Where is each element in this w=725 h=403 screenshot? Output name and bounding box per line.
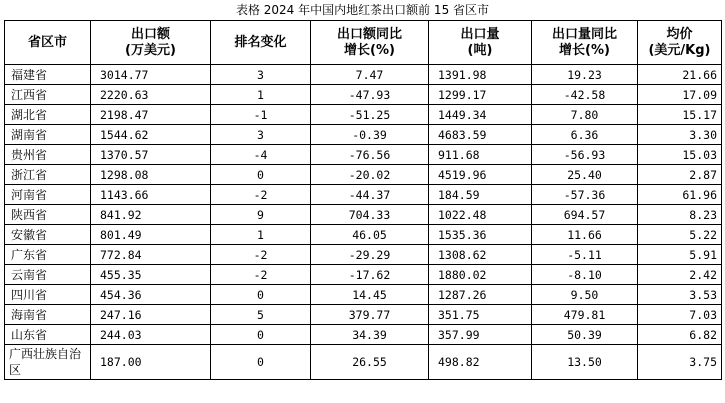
export-value-cell: 455.35	[91, 265, 211, 285]
rank-change-cell: 5	[211, 305, 311, 325]
rank-change-cell: 3	[211, 65, 311, 85]
avg-price-cell: 7.03	[638, 305, 722, 325]
table-row	[5, 325, 722, 345]
value-growth-cell: -29.29	[311, 245, 429, 265]
rank-change-cell: 1	[211, 225, 311, 245]
province-cell: 湖南省	[5, 125, 91, 145]
avg-price-cell: 2.42	[638, 265, 722, 285]
volume-growth-cell: -42.58	[532, 85, 638, 105]
export-value-cell: 1143.66	[91, 185, 211, 205]
table-row	[5, 265, 722, 285]
volume-growth-cell: -56.93	[532, 145, 638, 165]
province-cell: 海南省	[5, 305, 91, 325]
export-value-cell: 1298.08	[91, 165, 211, 185]
export-volume-cell: 498.82	[429, 345, 532, 380]
rank-change-cell: -2	[211, 265, 311, 285]
rank-change-cell: 3	[211, 125, 311, 145]
table-caption: 表格 2024 年中国内地红茶出口额前 15 省区市	[235, 3, 490, 17]
province-cell: 河南省	[5, 185, 91, 205]
avg-price-cell: 5.91	[638, 245, 722, 265]
export-volume-cell: 1391.98	[429, 65, 532, 85]
export-value-cell: 841.92	[91, 205, 211, 225]
province-cell: 陕西省	[5, 205, 91, 225]
header-province	[5, 21, 91, 65]
table-row	[5, 145, 722, 165]
header-province-label: 省区市	[27, 34, 67, 50]
export-volume-cell: 1299.17	[429, 85, 532, 105]
export-value-cell: 1544.62	[91, 125, 211, 145]
table-row	[5, 85, 722, 105]
export-volume-cell: 4683.59	[429, 125, 532, 145]
header-export-value-label: 出口额 (万美元)	[125, 26, 176, 58]
avg-price-cell: 3.53	[638, 285, 722, 305]
volume-growth-cell: 13.50	[532, 345, 638, 380]
volume-growth-cell: 50.39	[532, 325, 638, 345]
value-growth-cell: -76.56	[311, 145, 429, 165]
table-row	[5, 345, 722, 380]
header-volume-growth	[532, 21, 638, 65]
table-row	[5, 305, 722, 325]
value-growth-cell: 46.05	[311, 225, 429, 245]
header-export-volume-label: 出口量 (吨)	[460, 26, 500, 58]
export-value-cell: 772.84	[91, 245, 211, 265]
value-growth-cell: -51.25	[311, 105, 429, 125]
table-row	[5, 165, 722, 185]
avg-price-cell: 15.03	[638, 145, 722, 165]
avg-price-cell: 61.96	[638, 185, 722, 205]
province-cell: 浙江省	[5, 165, 91, 185]
header-rank-change-label: 排名变化	[234, 34, 287, 50]
rank-change-cell: 0	[211, 345, 311, 380]
export-volume-cell: 1308.62	[429, 245, 532, 265]
header-avg-price-label: 均价 (美元/Kg)	[648, 26, 711, 58]
province-cell: 广东省	[5, 245, 91, 265]
volume-growth-cell: 6.36	[532, 125, 638, 145]
province-cell: 广西壮族自治区	[5, 345, 91, 380]
rank-change-cell: 1	[211, 85, 311, 105]
avg-price-cell: 21.66	[638, 65, 722, 85]
volume-growth-cell: 25.40	[532, 165, 638, 185]
province-cell: 安徽省	[5, 225, 91, 245]
value-growth-cell: 379.77	[311, 305, 429, 325]
table-row	[5, 245, 722, 265]
export-volume-cell: 357.99	[429, 325, 532, 345]
table-row	[5, 205, 722, 225]
export-volume-cell: 351.75	[429, 305, 532, 325]
value-growth-cell: 704.33	[311, 205, 429, 225]
table-row	[5, 105, 722, 125]
rank-change-cell: 0	[211, 285, 311, 305]
avg-price-cell: 17.09	[638, 85, 722, 105]
value-growth-cell: 34.39	[311, 325, 429, 345]
volume-growth-cell: -57.36	[532, 185, 638, 205]
value-growth-cell: -44.37	[311, 185, 429, 205]
tea-export-table	[4, 20, 722, 380]
header-value-growth	[311, 21, 429, 65]
rank-change-cell: 9	[211, 205, 311, 225]
value-growth-cell: 7.47	[311, 65, 429, 85]
header-export-value	[91, 21, 211, 65]
export-volume-cell: 4519.96	[429, 165, 532, 185]
value-growth-cell: 14.45	[311, 285, 429, 305]
avg-price-cell: 3.75	[638, 345, 722, 380]
province-cell: 四川省	[5, 285, 91, 305]
volume-growth-cell: 9.50	[532, 285, 638, 305]
table-row	[5, 185, 722, 205]
header-export-volume	[429, 21, 532, 65]
export-volume-cell: 1535.36	[429, 225, 532, 245]
value-growth-cell: -47.93	[311, 85, 429, 105]
rank-change-cell: 0	[211, 325, 311, 345]
avg-price-cell: 2.87	[638, 165, 722, 185]
value-growth-cell: -20.02	[311, 165, 429, 185]
province-cell: 山东省	[5, 325, 91, 345]
table-row	[5, 285, 722, 305]
province-cell: 江西省	[5, 85, 91, 105]
export-value-cell: 187.00	[91, 345, 211, 380]
province-cell: 福建省	[5, 65, 91, 85]
rank-change-cell: -4	[211, 145, 311, 165]
value-growth-cell: 26.55	[311, 345, 429, 380]
avg-price-cell: 15.17	[638, 105, 722, 125]
export-value-cell: 3014.77	[91, 65, 211, 85]
export-value-cell: 2220.63	[91, 85, 211, 105]
table-row	[5, 65, 722, 85]
table-body	[5, 65, 722, 380]
volume-growth-cell: -8.10	[532, 265, 638, 285]
header-volume-growth-label: 出口量同比 增长(%)	[551, 26, 617, 58]
header-avg-price	[638, 21, 722, 65]
rank-change-cell: -2	[211, 185, 311, 205]
table-header-row	[5, 21, 722, 65]
export-volume-cell: 911.68	[429, 145, 532, 165]
province-cell: 贵州省	[5, 145, 91, 165]
volume-growth-cell: 7.80	[532, 105, 638, 125]
province-cell: 湖北省	[5, 105, 91, 125]
value-growth-cell: -0.39	[311, 125, 429, 145]
volume-growth-cell: -5.11	[532, 245, 638, 265]
rank-change-cell: -2	[211, 245, 311, 265]
export-value-cell: 454.36	[91, 285, 211, 305]
export-value-cell: 1370.57	[91, 145, 211, 165]
avg-price-cell: 8.23	[638, 205, 722, 225]
volume-growth-cell: 694.57	[532, 205, 638, 225]
avg-price-cell: 3.30	[638, 125, 722, 145]
avg-price-cell: 6.82	[638, 325, 722, 345]
volume-growth-cell: 11.66	[532, 225, 638, 245]
province-cell: 云南省	[5, 265, 91, 285]
export-value-cell: 2198.47	[91, 105, 211, 125]
rank-change-cell: 0	[211, 165, 311, 185]
table-row	[5, 125, 722, 145]
export-volume-cell: 1449.34	[429, 105, 532, 125]
export-value-cell: 247.16	[91, 305, 211, 325]
header-value-growth-label: 出口额同比 增长(%)	[336, 26, 402, 58]
export-value-cell: 801.49	[91, 225, 211, 245]
table-row	[5, 225, 722, 245]
export-volume-cell: 1880.02	[429, 265, 532, 285]
rank-change-cell: -1	[211, 105, 311, 125]
value-growth-cell: -17.62	[311, 265, 429, 285]
header-rank-change	[211, 21, 311, 65]
export-value-cell: 244.03	[91, 325, 211, 345]
export-volume-cell: 184.59	[429, 185, 532, 205]
volume-growth-cell: 19.23	[532, 65, 638, 85]
avg-price-cell: 5.22	[638, 225, 722, 245]
volume-growth-cell: 479.81	[532, 305, 638, 325]
export-volume-cell: 1287.26	[429, 285, 532, 305]
export-volume-cell: 1022.48	[429, 205, 532, 225]
